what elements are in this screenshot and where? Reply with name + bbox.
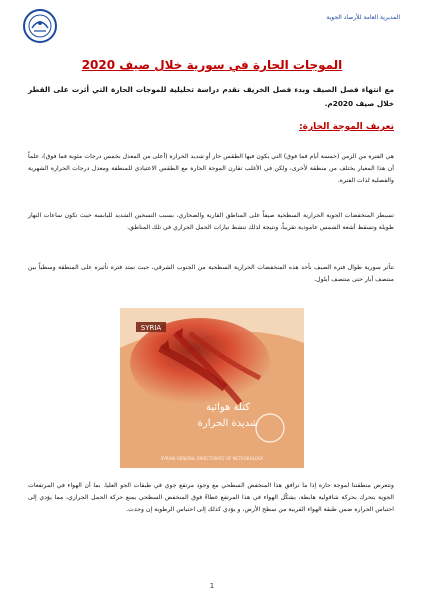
map-caption-line1: كتلة هوائية: [205, 402, 251, 413]
heat-wave-map: [120, 308, 304, 468]
organization-name: المديرية العامة للأرصاد الجوية: [326, 14, 400, 21]
meteorology-logo: [22, 8, 58, 44]
paragraph-syria-effect: تتأثر سورية طوال فترة الصيف بأحد هذه المنخفضات الحرارية السطحية من الجنوب الشرقي، حيث تمتد فترة تأثيره على المنطقة وسطياً بين منتصف أيار حتى منتصف أيلول.: [28, 264, 394, 283]
page-title: الموجات الحارة في سورية خلال صيف 2020: [81, 58, 343, 72]
map-caption-line2: شديدة الحرارة: [197, 418, 259, 429]
paragraph-high-pressure: وتتعرض منطقتنا لموجة حارة إذا ما ترافق هذا المنخفض السطحي مع وجود مرتفع جوي في طبقات الجو العليا. بما أن الهواء في المرتفعات الجوية يتحرك بحركة شاقولية هابطة، يشكّل الهواء في هذا المرتفع غطاءً فوق المنخفض السطحي يمنع حركة الحمل الحراري، مما يؤدي إلى احتباس الحرارة ضمن طبقة الهواء القريبة من سطح الأرض، و يؤدي كذلك إلى احتباس الرطوبة إن وجدت.: [28, 482, 394, 513]
heat-map-image: [120, 308, 304, 468]
map-watermark: SYRIAN GENERAL DIRECTORATE OF METEOROLOGY: [160, 456, 264, 461]
paragraph-thermal-lows: تسيطر المنخفضات الجوية الحرارية السطحية صيفاً على المناطق القارية والصحاري، بسبب التسخين الشديد لليابسة حيث تكون ساعات النهار طويلة وتسقط أشعة الشمس عامودية تقريباً، ونتيجة لذلك تنشط تيارات الحمل الحراري في تلك المناطق.: [28, 212, 394, 231]
paragraph-definition: هي الفترة من الزمن (خمسة أيام فما فوق) التي يكون فيها الطقس حار أو شديد الحرارة (أعلى من المعدل بخمس درجات مئوية فما فوق)، علماً أن هذا المعيار يختلف من منطقة لأخرى، ولكن في الأغلب تقارن الموجة الحارة مع الطقس الاعتيادي للمنطقة ومعدل درجات الحرارة الشهرية والفصلية لذات الفترة.: [28, 153, 394, 184]
intro-paragraph: مع انتهاء فصل الصيف وبدء فصل الخريف نقدم دراسة تحليلية للموجات الحارة التي أثرت على القطر خلال صيف 2020م.: [28, 85, 394, 108]
map-country-label: SYRIA: [140, 324, 162, 332]
emblem-icon: [22, 8, 58, 44]
section-heading: تعريف الموجة الحارة:: [299, 122, 394, 132]
page-number: 1: [209, 582, 215, 590]
